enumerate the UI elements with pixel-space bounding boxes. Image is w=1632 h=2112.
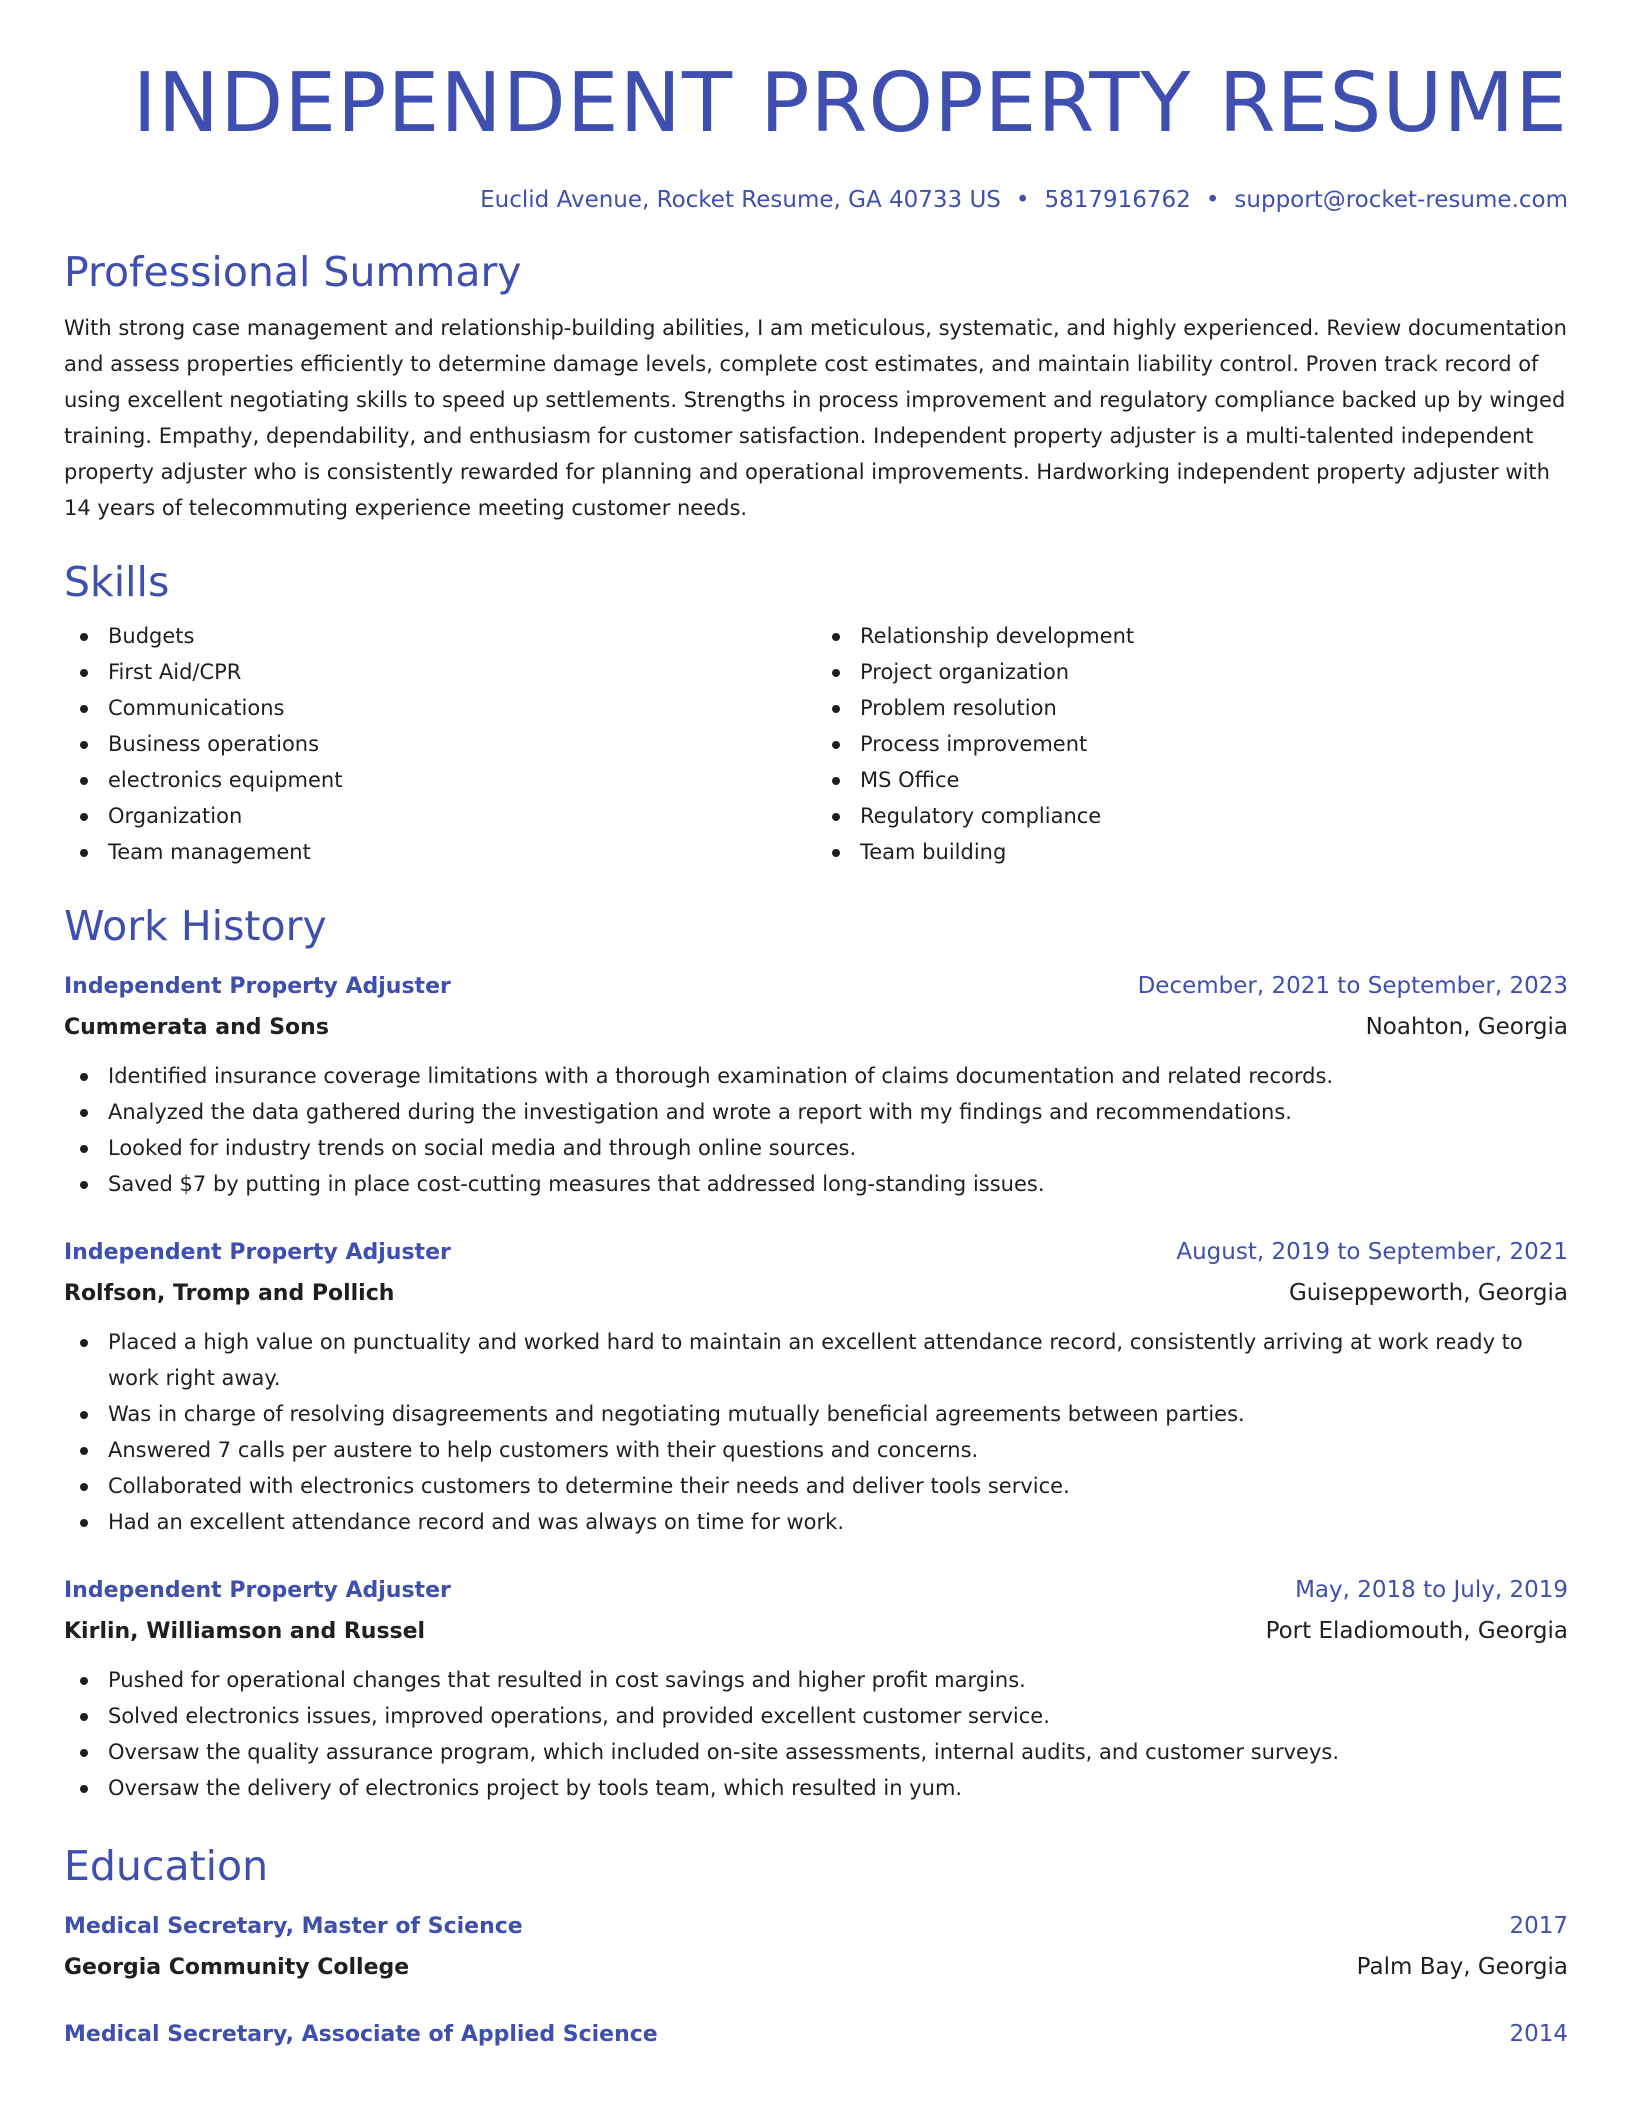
job-bullets <box>64 1662 1568 1806</box>
job-bullet: Answered 7 calls per austere to help customers with their questions and concerns. <box>64 1432 1568 1468</box>
job-entry <box>64 1232 1568 1540</box>
job-entry <box>64 966 1568 1202</box>
education-section <box>64 1840 1568 2055</box>
job-bullets <box>64 1324 1568 1540</box>
work-history-heading: Work History <box>64 902 327 950</box>
skill-item: electronics equipment <box>64 762 816 798</box>
education-heading: Education <box>64 1842 269 1890</box>
contact-address: Euclid Avenue, Rocket Resume, GA 40733 US <box>480 187 1001 213</box>
skill-item: Project organization <box>816 654 1568 690</box>
job-header-row <box>64 1232 1568 1273</box>
education-degree: Medical Secretary, Associate of Applied Science <box>64 2022 658 2047</box>
skill-item: MS Office <box>816 762 1568 798</box>
contact-separator: • <box>1015 187 1030 213</box>
skill-item: First Aid/CPR <box>64 654 816 690</box>
contact-phone: 5817916762 <box>1044 187 1191 213</box>
education-degree: Medical Secretary, Master of Science <box>64 1914 523 1939</box>
education-header-row <box>64 2014 1568 2055</box>
job-bullet: Was in charge of resolving disagreements and negotiating mutually beneficial agreements between parties. <box>64 1396 1568 1432</box>
job-bullet: Looked for industry trends on social media and through online sources. <box>64 1130 1568 1166</box>
job-bullet: Had an excellent attendance record and was always on time for work. <box>64 1504 1568 1540</box>
education-school-row <box>64 1947 1568 1988</box>
job-bullet: Analyzed the data gathered during the investigation and wrote a report with my findings and recommendations. <box>64 1094 1568 1130</box>
skill-item: Business operations <box>64 726 816 762</box>
job-header-row <box>64 966 1568 1007</box>
skills-right-column <box>816 618 1568 870</box>
education-location: Palm Bay, Georgia <box>1356 1954 1568 1980</box>
skill-item: Process improvement <box>816 726 1568 762</box>
job-bullet: Solved electronics issues, improved operations, and provided excellent customer service. <box>64 1698 1568 1734</box>
skill-item: Organization <box>64 798 816 834</box>
job-company: Cummerata and Sons <box>64 1015 329 1040</box>
job-company-row <box>64 1273 1568 1314</box>
skill-item: Budgets <box>64 618 816 654</box>
job-dates: August, 2019 to September, 2021 <box>1176 1239 1568 1265</box>
contact-separator: • <box>1205 187 1220 213</box>
job-dates: December, 2021 to September, 2023 <box>1137 973 1568 999</box>
education-entry <box>64 1906 1568 1988</box>
job-company-row <box>64 1611 1568 1652</box>
skills-section <box>64 556 1568 870</box>
education-year: 2014 <box>1509 2021 1568 2047</box>
job-location: Noahton, Georgia <box>1365 1014 1568 1040</box>
job-header-row <box>64 1570 1568 1611</box>
job-bullet: Placed a high value on punctuality and worked hard to maintain an excellent attendance record, consistently arriving at work ready to work right away. <box>64 1324 1568 1396</box>
skills-heading: Skills <box>64 558 170 606</box>
skill-item: Communications <box>64 690 816 726</box>
job-bullet: Oversaw the quality assurance program, which included on-site assessments, internal audits, and customer surveys. <box>64 1734 1568 1770</box>
job-bullet: Oversaw the delivery of electronics project by tools team, which resulted in yum. <box>64 1770 1568 1806</box>
skill-item: Team building <box>816 834 1568 870</box>
skills-columns <box>64 618 1568 870</box>
skill-item: Problem resolution <box>816 690 1568 726</box>
job-title: Independent Property Adjuster <box>64 974 451 999</box>
job-company: Rolfson, Tromp and Pollich <box>64 1281 395 1306</box>
skills-left-column <box>64 618 816 870</box>
job-title: Independent Property Adjuster <box>64 1578 451 1603</box>
job-dates: May, 2018 to July, 2019 <box>1295 1577 1568 1603</box>
resume-header <box>64 0 1568 216</box>
job-location: Guiseppeworth, Georgia <box>1288 1280 1568 1306</box>
job-title: Independent Property Adjuster <box>64 1240 451 1265</box>
job-bullet: Saved $7 by putting in place cost-cutting measures that addressed long-standing issues. <box>64 1166 1568 1202</box>
summary-heading: Professional Summary <box>64 248 522 296</box>
resume-name: INDEPENDENT PROPERTY RESUME <box>132 56 1568 151</box>
skill-item: Regulatory compliance <box>816 798 1568 834</box>
work-history-section <box>64 900 1568 1806</box>
job-location: Port Eladiomouth, Georgia <box>1265 1618 1568 1644</box>
summary-section <box>64 246 1568 526</box>
contact-line <box>64 184 1568 216</box>
education-year: 2017 <box>1509 1913 1568 1939</box>
job-company-row <box>64 1007 1568 1048</box>
skill-item: Relationship development <box>816 618 1568 654</box>
education-entry <box>64 2014 1568 2055</box>
education-header-row <box>64 1906 1568 1947</box>
skill-item: Team management <box>64 834 816 870</box>
contact-email[interactable]: support@rocket-resume.com <box>1234 187 1568 213</box>
job-bullet: Collaborated with electronics customers to determine their needs and deliver tools service. <box>64 1468 1568 1504</box>
job-bullet: Identified insurance coverage limitations with a thorough examination of claims documentation and related records. <box>64 1058 1568 1094</box>
summary-text: With strong case management and relationship-building abilities, I am meticulous, systematic, and highly experienced. Review documentation and assess properties efficiently to determine damage levels, complete cost estimates, and maintain liability control. Proven track record of using excellent negotiating skills to speed up settlements. Strengths in process improvement and regulatory compliance backed up by winged training. Empathy, dependability, and enthusiasm for customer satisfaction. Independent property adjuster is a multi-talented independent property adjuster who is consistently rewarded for planning and operational improvements. Hardworking independent property adjuster with 14 years of telecommuting experience meeting customer needs. <box>64 316 1567 520</box>
job-company: Kirlin, Williamson and Russel <box>64 1619 426 1644</box>
job-bullets <box>64 1058 1568 1202</box>
education-school: Georgia Community College <box>64 1955 410 1980</box>
job-bullet: Pushed for operational changes that resulted in cost savings and higher profit margins. <box>64 1662 1568 1698</box>
job-entry <box>64 1570 1568 1806</box>
